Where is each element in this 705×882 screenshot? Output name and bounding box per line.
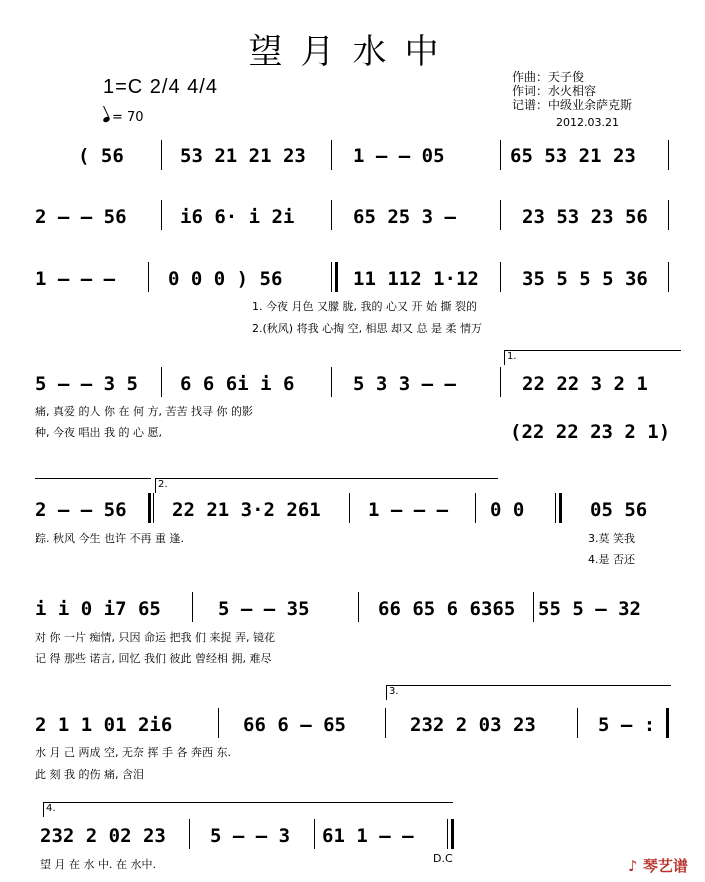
volta-bracket: 4. — [43, 802, 453, 817]
watermark-text: 琴艺谱 — [642, 857, 688, 875]
lyric-line: 对 你 一片 痴情, 只因 命运 把我 们 来捉 弄, 镜花 — [35, 631, 275, 644]
barline — [331, 140, 332, 170]
lyricist: 作词：水火相容 — [512, 84, 597, 98]
watermark-logo — [628, 855, 688, 876]
repeat-start-barline — [555, 493, 556, 523]
barline — [331, 200, 332, 230]
measure: 11 112 1·12 — [353, 268, 479, 290]
measure: 2 — — 56 — [35, 206, 127, 228]
tempo-mark — [103, 110, 144, 125]
measure: 1 — — — — [368, 499, 449, 521]
lyric-line: 痛, 真爱 的人 你 在 何 方, 苦苦 找寻 你 的影 — [35, 405, 253, 418]
measure: 65 53 21 23 — [510, 145, 636, 167]
volta-bracket: 3. — [386, 685, 671, 700]
barline — [189, 819, 190, 849]
barline — [533, 592, 534, 622]
repeat-start-barline — [559, 493, 562, 523]
barline — [500, 262, 501, 292]
da-capo-mark: D.C — [433, 852, 453, 865]
measure: 0 0 0 ) 56 — [168, 268, 283, 290]
measure: ( 56 — [78, 145, 124, 167]
barline — [668, 140, 669, 170]
measure: i6 6· i 2i — [180, 206, 295, 228]
repeat-start-barline — [331, 262, 332, 292]
composer: 作曲：天子俊 — [512, 70, 585, 84]
measure: 5 — — 3 5 — [35, 373, 138, 395]
barline — [218, 708, 219, 738]
barline — [500, 367, 501, 397]
measure: 55 5 — 32 — [538, 598, 641, 620]
logo-icon: ♪ — [628, 857, 638, 875]
lyric-line: 望 月 在 水 中. 在 水中. — [40, 858, 156, 871]
measure: 22 21 3·2 261 — [172, 499, 321, 521]
volta-bracket: 2. — [155, 478, 498, 493]
barline — [161, 367, 162, 397]
measure: 65 25 3 — — [353, 206, 456, 228]
measure: 35 5 5 5 36 — [522, 268, 648, 290]
barline — [577, 708, 578, 738]
barline — [331, 367, 332, 397]
lyric-line: 3.莫 笑我 — [588, 532, 635, 545]
measure: 5 — — 35 — [218, 598, 310, 620]
measure: 5 — : — [598, 714, 656, 736]
barline — [349, 493, 350, 523]
barline — [148, 262, 149, 292]
lyric-line: 4.是 否还 — [588, 553, 635, 566]
lyric-line: 种, 今夜 唱出 我 的 心 愿, — [35, 426, 162, 439]
lyric-line: 记 得 那些 诺言, 回忆 我们 彼此 曾经相 拥, 难尽 — [35, 652, 272, 665]
barline — [358, 592, 359, 622]
barline — [161, 140, 162, 170]
measure: 5 — — 3 — [210, 825, 291, 847]
lyric-line: 1. 今夜 月色 又朦 胧, 我的 心又 开 始 撕 裂的 — [252, 300, 477, 313]
barline — [192, 592, 193, 622]
lyric-line: 踪. 秋风 今生 也许 不再 重 逢. — [35, 532, 184, 545]
measure: 2 — — 56 — [35, 499, 127, 521]
repeat-end-barline — [666, 708, 669, 738]
measure: 6 6 6i i 6 — [180, 373, 295, 395]
measure: 5 3 3 — — — [353, 373, 456, 395]
volta-line — [35, 478, 151, 479]
tempo-value: = 70 — [112, 110, 144, 125]
measure: 66 65 6 6365 — [378, 598, 516, 620]
barline — [314, 819, 315, 849]
barline — [385, 708, 386, 738]
barline — [668, 262, 669, 292]
measure: 53 21 21 23 — [180, 145, 306, 167]
repeat-end-barline — [148, 493, 151, 523]
alternate-notes: (22 22 23 2 1) — [510, 421, 671, 443]
measure: 66 6 — 65 — [243, 714, 346, 736]
measure: 22 22 3 2 1 — [522, 373, 648, 395]
measure: 232 2 03 23 — [410, 714, 536, 736]
lyric-line: 2.(秋风) 将我 心掏 空, 相思 却又 总 是 柔 情万 — [252, 322, 483, 335]
quarter-note-icon — [102, 116, 110, 123]
notation-by: 记谱：中级业余萨克斯 — [512, 98, 633, 112]
credits — [512, 70, 632, 112]
key-signature: 1=C 2/4 4/4 — [103, 76, 218, 98]
final-barline — [451, 819, 454, 849]
repeat-start-barline — [335, 262, 338, 292]
measure: i i 0 i7 65 — [35, 598, 161, 620]
measure: 23 53 23 56 — [522, 206, 648, 228]
measure: 1 — — 05 — [353, 145, 445, 167]
repeat-end-barline — [153, 493, 154, 523]
measure: 2 1 1 01 2i6 — [35, 714, 173, 736]
measure: 0 0 — [490, 499, 525, 521]
barline — [161, 200, 162, 230]
measure: 61 1 — — — [322, 825, 414, 847]
barline — [500, 200, 501, 230]
measure: 05 56 — [590, 499, 648, 521]
measure: 232 2 02 23 — [40, 825, 166, 847]
song-title: 望月水中 — [248, 32, 457, 72]
final-barline — [447, 819, 448, 849]
lyric-line: 此 刻 我 的伤 痛, 含泪 — [35, 768, 144, 781]
date: 2012.03.21 — [556, 116, 619, 129]
lyric-line: 水 月 己 两成 空, 无奈 挥 手 各 奔西 东. — [35, 746, 231, 759]
barline — [475, 493, 476, 523]
measure: 1 — — — — [35, 268, 116, 290]
barline — [500, 140, 501, 170]
volta-bracket: 1. — [504, 350, 681, 365]
barline — [668, 200, 669, 230]
